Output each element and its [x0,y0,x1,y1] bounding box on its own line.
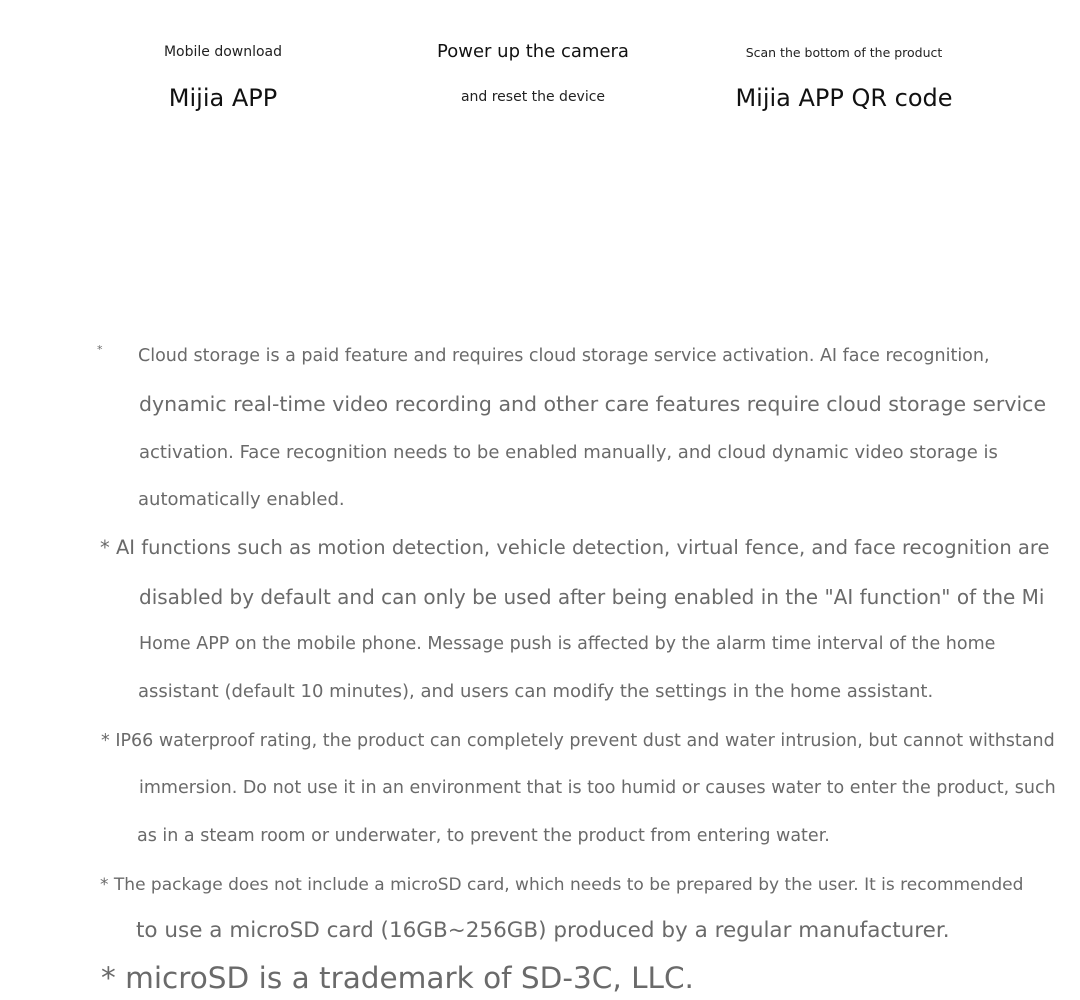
step-2-bottom-text: and reset the device [460,89,606,105]
ai-note-line-4: assistant (default 10 minutes), and users can modify the settings in the home assistant. [138,681,934,702]
ip66-note-line-1: * IP66 waterproof rating, the product can completely prevent dust and water intrusion, but cannot withstand [101,731,1055,751]
microsd-note-line-2: to use a microSD card (16GB~256GB) produced by a regular manufacturer. [136,918,950,943]
ip66-note-line-2: immersion. Do not use it in an environment that is too humid or causes water to enter the product, such [139,778,1056,798]
microsd-note-line-1: * The package does not include a microSD card, which needs to be prepared by the user. It is recommended [100,875,1024,895]
cloud-note-line-2: dynamic real-time video recording and other care features require cloud storage service [139,392,1047,416]
ai-note-line-1: * AI functions such as motion detection, vehicle detection, virtual fence, and face recognition are [100,536,1050,559]
ai-note-line-2: disabled by default and can only be used after being enabled in the "AI function" of the Mi [139,585,1045,609]
cloud-note-line-4: automatically enabled. [138,489,345,510]
ip66-note-line-3: as in a steam room or underwater, to prevent the product from entering water. [137,826,830,846]
cloud-note-line-1: Cloud storage is a paid feature and requires cloud storage service activation. AI face recognition, [138,346,990,366]
step-3-top-text: Scan the bottom of the product [745,45,943,60]
cloud-note-line-3: activation. Face recognition needs to be enabled manually, and cloud dynamic video storage is [139,442,998,463]
step-3-bottom-text: Mijia APP QR code [735,84,953,112]
trademark-note: * microSD is a trademark of SD-3C, LLC. [101,961,694,995]
step-1-bottom-text: Mijia APP [168,84,278,112]
cloud-note-marker: * [97,343,103,356]
ai-note-line-3: Home APP on the mobile phone. Message push is affected by the alarm time interval of the home [139,634,996,654]
step-2-top-text: Power up the camera [437,41,629,62]
step-1-top-text: Mobile download [163,44,283,60]
